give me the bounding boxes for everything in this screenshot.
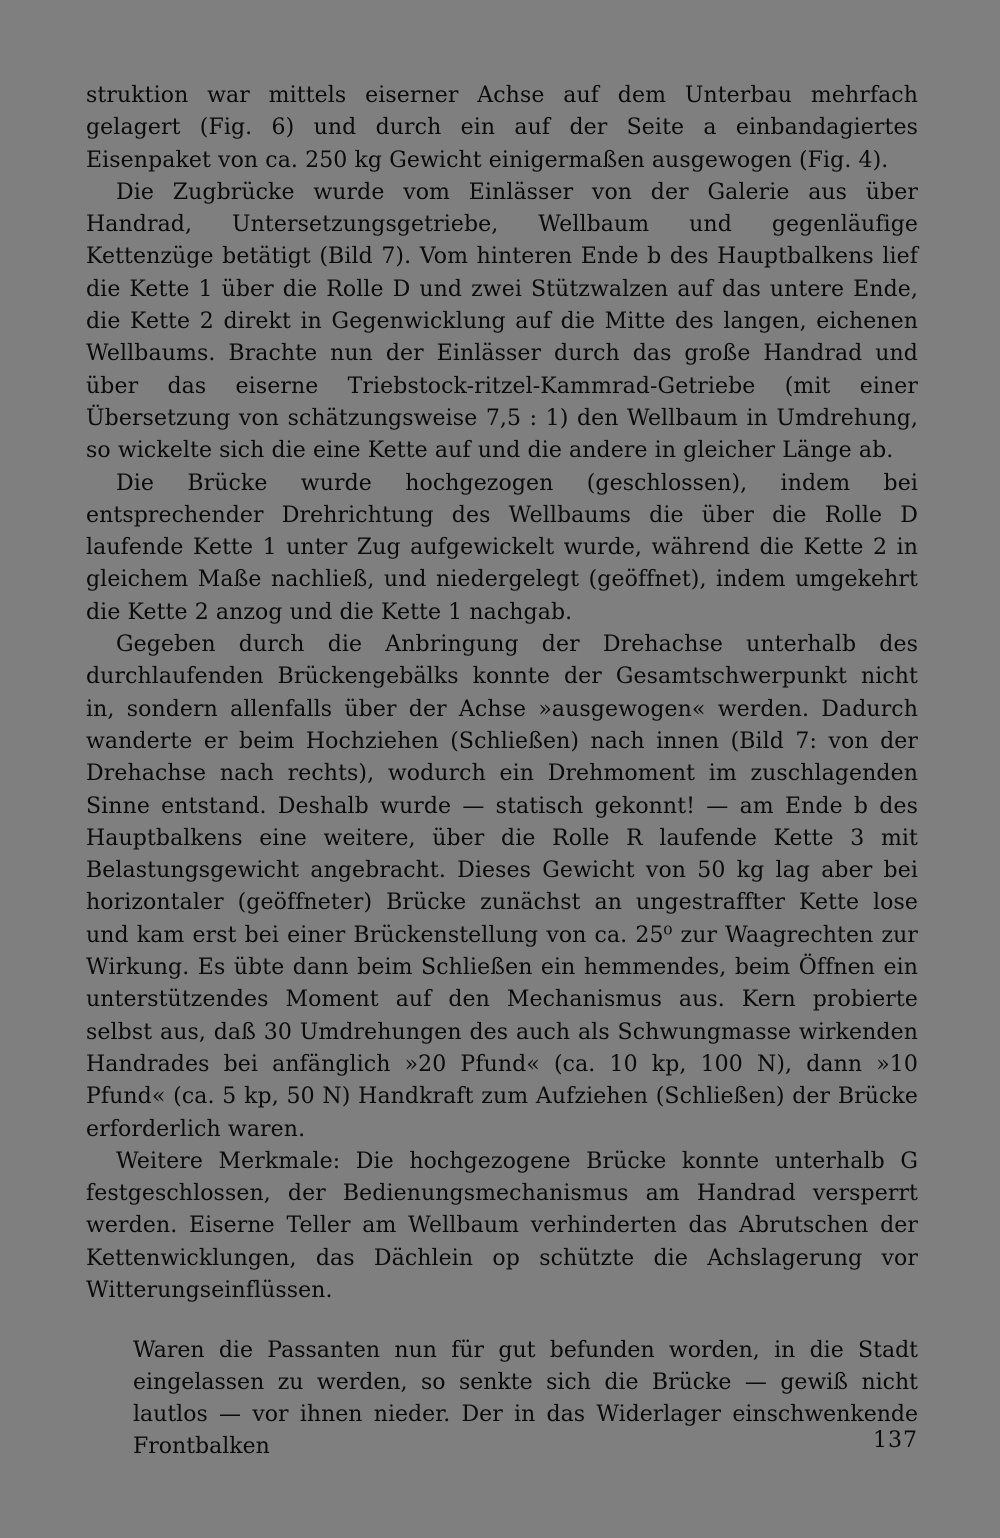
paragraph-center-of-gravity: Gegeben durch die Anbringung der Drehachse unterhalb des durchlaufenden Brückengebälks konnte der Gesamtschwerpunkt nicht in, sondern allenfalls über der Achse »ausgewogen« werden. Dadurch wanderte er beim Hochziehen (Schließen) nach innen (Bild 7: von der Drehachse nach rechts), wodurch ein Drehmoment im zuschlagenden Sinne entstand. Deshalb wurde — statisch gekonnt! — am Ende b des Hauptbalkens eine weitere, über die Rolle R laufende Kette 3 mit Belastungsgewicht angebracht. Dieses Gewicht von 50 kg lag aber bei horizontaler (geöffneter) Brücke zunächst an ungestraffter Kette lose und kam erst bei einer Brückenstellung von ca. 25⁰ zur Waagrechten zur Wirkung. Es übte dann beim Schließen ein hemmendes, beim Öffnen ein unterstützendes Moment auf den Mechanismus aus. Kern probierte selbst aus, daß 30 Umdrehungen des auch als Schwungmasse wirkenden Handrades bei anfänglich »20 Pfund« (ca. 10 kp, 100 N), dann »10 Pfund« (ca. 5 kp, 50 N) Handkraft zum Aufziehen (Schließen) der Brücke erforderlich waren. [86,632,918,1142]
section-break [86,1307,918,1335]
paragraph-further-features: Weitere Merkmale: Die hochgezogene Brücke konnte unterhalb G festgeschlossen, der Bedienungsmechanismus am Handrad versperrt werden. Eiserne Teller am Wellbaum verhinderten das Abrutschen der Kettenwicklungen, das Dächlein op schützte die Achslagerung vor Witterungseinflüssen. [86,1148,918,1303]
paragraph-raising-lowering: Die Brücke wurde hochgezogen (geschlossen), indem bei entsprechender Drehrichtung des Wellbaums die über die Rolle D laufende Kette 1 unter Zug aufgewickelt wurde, während die Kette 2 in gleichem Maße nachließ, und niedergelegt (geöffnet), indem umgekehrt die Kette 2 anzog und die Kette 1 nachgab. [86,470,918,625]
narrative-paragraph: Waren die Passanten nun für gut befunden worden, in die Stadt eingelassen zu werden, so senkte sich die Brücke — gewiß nicht lautlos — vor ihnen nieder. Der in das Widerlager einschwenkende Frontbalken [133,1338,918,1460]
page-body [86,80,918,1463]
paragraph-continuation: struktion war mittels eiserner Achse auf dem Unterbau mehrfach gelagert (Fig. 6) und durch ein auf der Seite a einbandagiertes Eisenpaket von ca. 250 kg Gewicht einigermaßen ausgewogen (Fig. 4). [86,83,918,173]
page-number: 137 [873,1428,918,1453]
paragraph-drawbridge-operation: Die Zugbrücke wurde vom Einlässer von der Galerie aus über Handrad, Untersetzungsgetriebe, Wellbaum und gegenläufige Kettenzüge betätigt (Bild 7). Vom hinteren Ende b des Hauptbalkens lief die Kette 1 über die Rolle D und zwei Stützwalzen auf das untere Ende, die Kette 2 direkt in Gegenwicklung auf die Mitte des langen, eichenen Wellbaums. Brachte nun der Einlässer durch das große Handrad und über das eiserne Triebstock-ritzel-Kammrad-Getriebe (mit einer Übersetzung von schätzungsweise 7,5 : 1) den Wellbaum in Umdrehung, so wickelte sich die eine Kette auf und die andere in gleicher Länge ab. [86,179,918,464]
